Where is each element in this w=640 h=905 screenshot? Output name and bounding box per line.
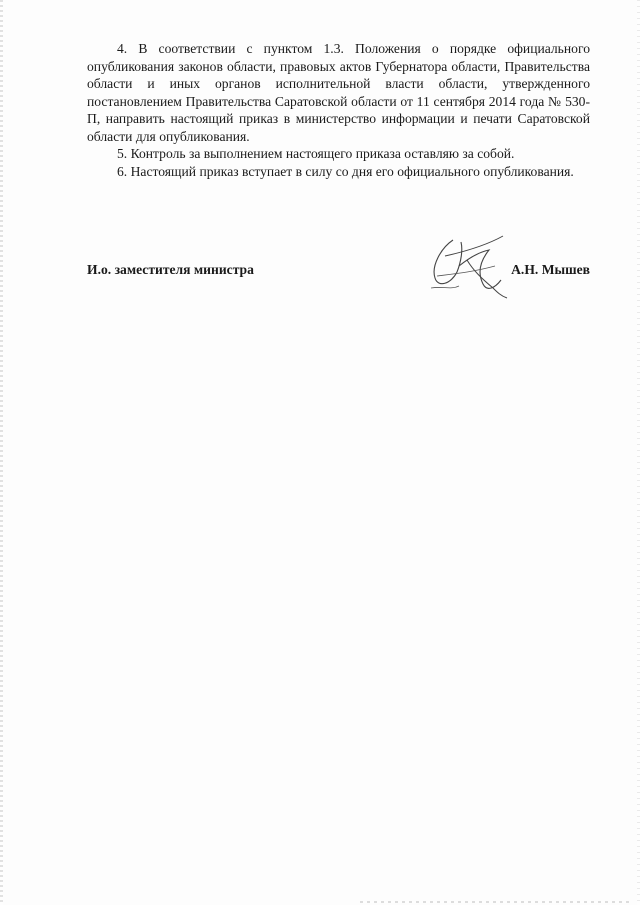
paragraph-6: 6. Настоящий приказ вступает в силу со дня его официального опубликования. [117, 163, 574, 179]
document-body [87, 40, 590, 180]
paragraph-5: 5. Контроль за выполнением настоящего приказа оставляю за собой. [117, 146, 515, 161]
scan-edge-left [0, 0, 3, 905]
signatory-title: И.о. заместителя министра [87, 262, 254, 277]
paragraph-4: 4. В соответствии с пунктом 1.3. Положения о порядке официального опубликования законов области, правовых актов Губернатора области, Правительства области и иных органов исполнительной власти области, утвержденного постановлением Правительства Саратовской области от 11 сентября 2014 года № 530-П, направить настоящий приказ в министерство информации и печати Саратовской области для опубликования. [87, 41, 590, 144]
handwritten-signature [423, 226, 513, 302]
signatory-name: А.Н. Мышев [511, 262, 590, 277]
signature-block [87, 226, 590, 306]
scan-edge-bottom [360, 901, 630, 903]
